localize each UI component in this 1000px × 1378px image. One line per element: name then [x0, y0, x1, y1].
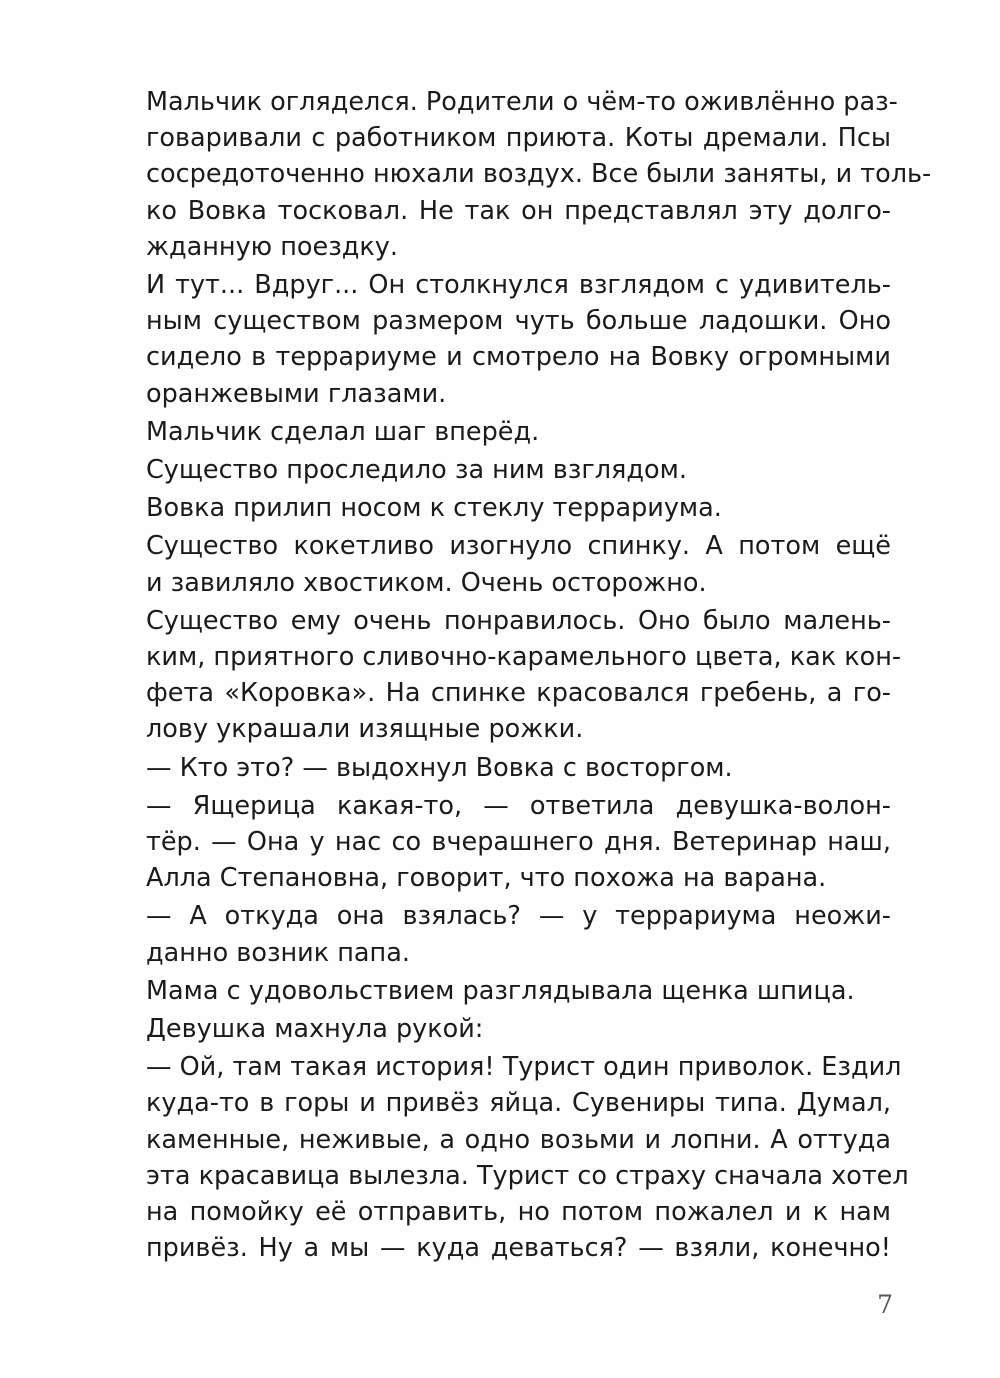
paragraph — [109, 603, 902, 748]
text-line: И тут... Вдруг... Он столкнулся взглядом с удивитель- — [146, 270, 891, 301]
text-line: и завиляло хвостиком. Очень осторожно. — [146, 567, 707, 598]
text-line: жданную поездку. — [146, 231, 398, 262]
text-line: куда-то в горы и привёз яйца. Сувениры типа. Думал, — [146, 1088, 891, 1119]
paragraph — [109, 1011, 891, 1047]
text-line: сидело в террариуме и смотрело на Вовку огромными — [146, 342, 891, 373]
text-line: Мама с удовольствием разглядывала щенка шпица. — [146, 975, 855, 1006]
text-line: данно возник папа. — [146, 937, 410, 968]
paragraph — [109, 267, 891, 412]
paragraph — [109, 973, 891, 1009]
text-line: Существо ему очень понравилось. Оно было малень- — [146, 605, 891, 636]
text-line: Существо проследило за ним взглядом. — [146, 455, 687, 486]
paragraph — [109, 1049, 909, 1266]
text-line: — А откуда она взялась? — у террариума неожи- — [146, 901, 891, 932]
paragraph — [109, 490, 891, 526]
text-line: Девушка махнула рукой: — [146, 1014, 484, 1045]
text-line: Вовка прилип носом к стеклу террариума. — [146, 493, 722, 524]
body-text — [109, 84, 932, 1269]
text-line: фета «Коровка». На спинке красовался гребень, а го- — [146, 678, 891, 709]
text-line: Мальчик огляделся. Родители о чём-то оживлённо раз- — [146, 87, 898, 117]
paragraph — [109, 750, 891, 786]
text-line: — Ой, там такая история! Турист один приволок. Ездил — [146, 1052, 902, 1083]
text-line: Мальчик сделал шаг вперёд. — [146, 416, 540, 447]
text-line: оранжевыми глазами. — [146, 378, 447, 409]
text-line: привёз. Ну а мы — куда деваться? — взяли, конечно! — [146, 1233, 891, 1264]
text-line: Существо кокетливо изогнуло спинку. А потом ещё — [146, 531, 891, 562]
text-line: каменные, неживые, а одно возьми и лопни. А оттуда — [146, 1124, 891, 1155]
paragraph — [109, 84, 932, 265]
text-line: говаривали с работником приюта. Коты дремали. Псы — [146, 123, 891, 154]
text-line: эта красавица вылезла. Турист со страху сначала хотел — [146, 1160, 909, 1191]
paragraph — [109, 898, 891, 970]
paragraph — [109, 452, 891, 488]
paragraph — [109, 788, 891, 897]
text-line: Алла Степановна, говорит, что похожа на варана. — [146, 863, 827, 894]
paragraph — [109, 414, 891, 450]
text-line: лову украшали изящные рожки. — [146, 714, 584, 745]
text-line: на помойку её отправить, но потом пожалел и к нам — [146, 1197, 891, 1228]
text-line: ным существом размером чуть больше ладошки. Оно — [146, 306, 891, 337]
text-line: сосредоточенно нюхали воздух. Все были заняты, и толь- — [146, 159, 932, 190]
page-number: 7 — [877, 1290, 893, 1319]
paragraph — [109, 528, 891, 600]
text-line: ко Вовка тосковал. Не так он представлял эту долго- — [146, 195, 891, 226]
text-line: тёр. — Она у нас со вчерашнего дня. Ветеринар наш, — [146, 827, 891, 858]
text-line: — Ящерица какая-то, — ответила девушка-волон- — [146, 790, 891, 821]
text-line: — Кто это? — выдохнул Вовка с восторгом. — [146, 752, 733, 783]
text-line: ким, приятного сливочно-карамельного цвета, как кон- — [146, 642, 902, 673]
